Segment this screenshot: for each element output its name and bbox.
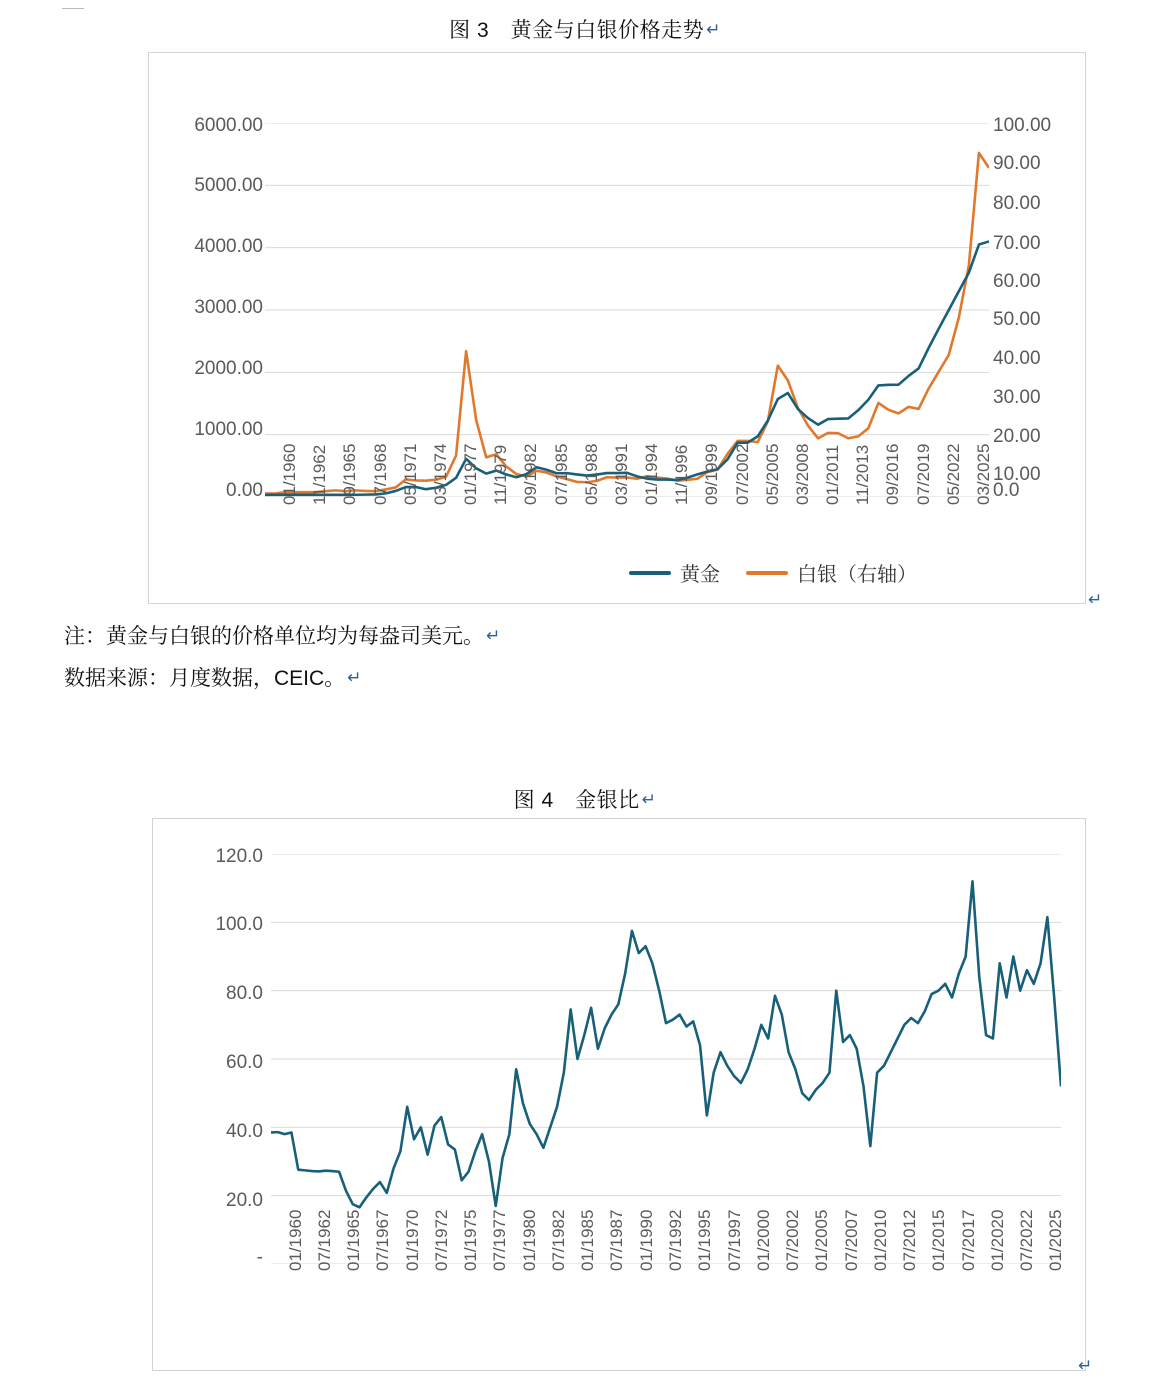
xaxis-tick-label: 01/1975 xyxy=(461,1209,481,1271)
xaxis-tick-label: 01/1980 xyxy=(519,1209,539,1271)
chart4-plot-area xyxy=(271,854,1061,1264)
chart3-y2tick-90: 90.00 xyxy=(993,153,1041,174)
figure3-title xyxy=(0,14,1170,44)
xaxis-tick-label: 01/1960 xyxy=(285,1209,305,1271)
chart3-y2tick-50: 50.00 xyxy=(993,309,1041,330)
xaxis-tick-label: 01/2025 xyxy=(1046,1209,1066,1271)
legend-label-silver: 白银（右轴） xyxy=(797,564,917,586)
legend-item-gold xyxy=(629,558,720,587)
xaxis-tick-label: 01/1990 xyxy=(636,1209,656,1271)
chart3-y2tick-80: 80.00 xyxy=(993,193,1041,214)
figure3-note-units-text: 注：黄金与白银的价格单位均为每盎司美元。 xyxy=(64,625,484,648)
xaxis-tick-label: 01/2005 xyxy=(812,1209,832,1271)
xaxis-tick-label: 09/1999 xyxy=(702,443,722,505)
pilcrow-mark-figure4: ↵ xyxy=(1078,1356,1093,1375)
pilcrow-mark-figure3: ↵ xyxy=(1088,590,1103,609)
xaxis-tick-label: 07/1987 xyxy=(607,1209,627,1271)
chart3-legend xyxy=(629,558,917,587)
xaxis-tick-label: 09/1982 xyxy=(521,443,541,505)
page-corner-mark xyxy=(62,8,84,9)
chart3-y2tick-10: 10.00 xyxy=(993,464,1041,485)
chart4-gridlines xyxy=(271,854,1061,1264)
xaxis-tick-label: 07/1992 xyxy=(666,1209,685,1271)
xaxis-tick-label: 03/2008 xyxy=(792,443,812,505)
xaxis-tick-label: 01/1965 xyxy=(344,1209,364,1271)
figure3-title-text: 图 3 黄金与白银价格走势 xyxy=(449,19,705,42)
chart4-ytick-100: 100.0 xyxy=(215,914,263,935)
chart3-y2tick-30: 30.00 xyxy=(993,387,1041,408)
xaxis-tick-label: 01/1960 xyxy=(280,443,300,505)
chart3-ytick-3000: 3000.00 xyxy=(194,297,263,318)
xaxis-tick-label: 07/2022 xyxy=(1017,1209,1037,1271)
figure3-note-units xyxy=(64,620,500,650)
xaxis-tick-label: 07/2019 xyxy=(913,443,933,505)
figure3-chart xyxy=(148,52,1086,604)
xaxis-tick-label: 07/1977 xyxy=(490,1209,510,1271)
chart3-plot-area xyxy=(265,123,989,497)
xaxis-tick-label: 01/2015 xyxy=(929,1209,949,1271)
chart4-ytick-60: 60.0 xyxy=(226,1052,263,1073)
xaxis-tick-label: 09/1965 xyxy=(340,443,360,505)
xaxis-tick-label: 01/2011 xyxy=(823,444,843,505)
pilcrow-mark: ↵ xyxy=(347,668,362,687)
pilcrow-mark: ↵ xyxy=(641,790,657,809)
chart3-y2tick-70: 70.00 xyxy=(993,233,1041,254)
xaxis-tick-label: 07/2007 xyxy=(841,1209,861,1271)
xaxis-tick-label: 05/1971 xyxy=(400,443,420,505)
legend-swatch-silver xyxy=(746,571,788,575)
chart4-ytick-80: 80.0 xyxy=(226,983,263,1004)
xaxis-tick-label: 01/2020 xyxy=(987,1209,1007,1271)
pilcrow-mark: ↵ xyxy=(486,626,501,645)
xaxis-tick-label: 01/1985 xyxy=(578,1209,598,1271)
legend-item-silver xyxy=(746,558,917,587)
xaxis-tick-label: 11/1996 xyxy=(672,444,692,505)
pilcrow-mark: ↵ xyxy=(706,20,721,39)
chart3-ytick-6000: 6000.00 xyxy=(194,115,263,136)
chart4-ytick-120: 120.0 xyxy=(215,846,263,867)
legend-label-gold: 黄金 xyxy=(680,564,720,586)
xaxis-tick-label: 07/2002 xyxy=(732,443,752,505)
xaxis-tick-label: 11/1962 xyxy=(310,444,330,505)
chart3-y2tick-0: 0.0 xyxy=(993,480,1020,501)
xaxis-tick-label: 11/2013 xyxy=(853,444,873,505)
xaxis-tick-label: 07/1967 xyxy=(373,1209,393,1271)
xaxis-tick-label: 03/1991 xyxy=(611,443,631,505)
xaxis-tick-label: 11/1979 xyxy=(491,444,511,505)
chart4-ratio-line xyxy=(271,881,1061,1207)
chart4-ytick-zero: - xyxy=(256,1247,263,1268)
chart3-ytick-4000: 4000.00 xyxy=(194,236,263,257)
chart4-ytick-20: 20.0 xyxy=(226,1190,263,1211)
xaxis-tick-label: 01/1994 xyxy=(642,443,662,505)
chart3-ytick-1000: 1000.00 xyxy=(194,419,263,440)
chart3-ytick-2000: 2000.00 xyxy=(194,358,263,379)
xaxis-tick-label: 03/1974 xyxy=(430,443,450,505)
xaxis-tick-label: 09/2016 xyxy=(883,443,903,505)
xaxis-tick-label: 07/2012 xyxy=(900,1209,920,1271)
xaxis-tick-label: 07/1985 xyxy=(551,443,571,505)
chart3-gridlines xyxy=(265,123,989,497)
chart3-y2tick-40: 40.00 xyxy=(993,348,1041,369)
figure4-title xyxy=(0,784,1170,814)
figure3-note-source-text: 数据来源：月度数据，CEIC。 xyxy=(64,667,346,690)
xaxis-tick-label: 07/1968 xyxy=(370,443,390,505)
xaxis-tick-label: 03/2025 xyxy=(973,443,993,505)
xaxis-tick-label: 01/1970 xyxy=(402,1209,422,1271)
chart3-ytick-0: 0.00 xyxy=(226,480,263,501)
xaxis-tick-label: 05/2022 xyxy=(943,443,963,505)
xaxis-tick-label: 01/1977 xyxy=(461,443,481,505)
xaxis-tick-label: 05/2005 xyxy=(762,443,782,505)
xaxis-tick-label: 07/1997 xyxy=(724,1209,744,1271)
chart3-ytick-5000: 5000.00 xyxy=(194,175,263,196)
chart3-y2tick-60: 60.00 xyxy=(993,271,1041,292)
xaxis-tick-label: 05/1988 xyxy=(581,443,601,505)
xaxis-tick-label: 01/1995 xyxy=(695,1209,715,1271)
xaxis-tick-label: 07/1982 xyxy=(548,1209,568,1271)
figure4-title-text: 图 4 金银比 xyxy=(513,789,640,812)
xaxis-tick-label: 07/1962 xyxy=(314,1209,334,1271)
xaxis-tick-label: 01/2000 xyxy=(753,1209,773,1271)
xaxis-tick-label: 07/1972 xyxy=(431,1209,451,1271)
xaxis-tick-label: 07/2002 xyxy=(783,1209,803,1271)
xaxis-tick-label: 07/2017 xyxy=(958,1209,978,1271)
chart4-ytick-40: 40.0 xyxy=(226,1121,263,1142)
chart3-y2tick-20: 20.00 xyxy=(993,426,1041,447)
chart3-silver-line xyxy=(265,153,989,494)
legend-swatch-gold xyxy=(629,571,671,575)
figure3-note-source xyxy=(64,662,361,692)
chart3-y2tick-100: 100.00 xyxy=(993,115,1052,136)
figure4-chart xyxy=(152,818,1086,1371)
xaxis-tick-label: 01/2010 xyxy=(870,1209,890,1271)
